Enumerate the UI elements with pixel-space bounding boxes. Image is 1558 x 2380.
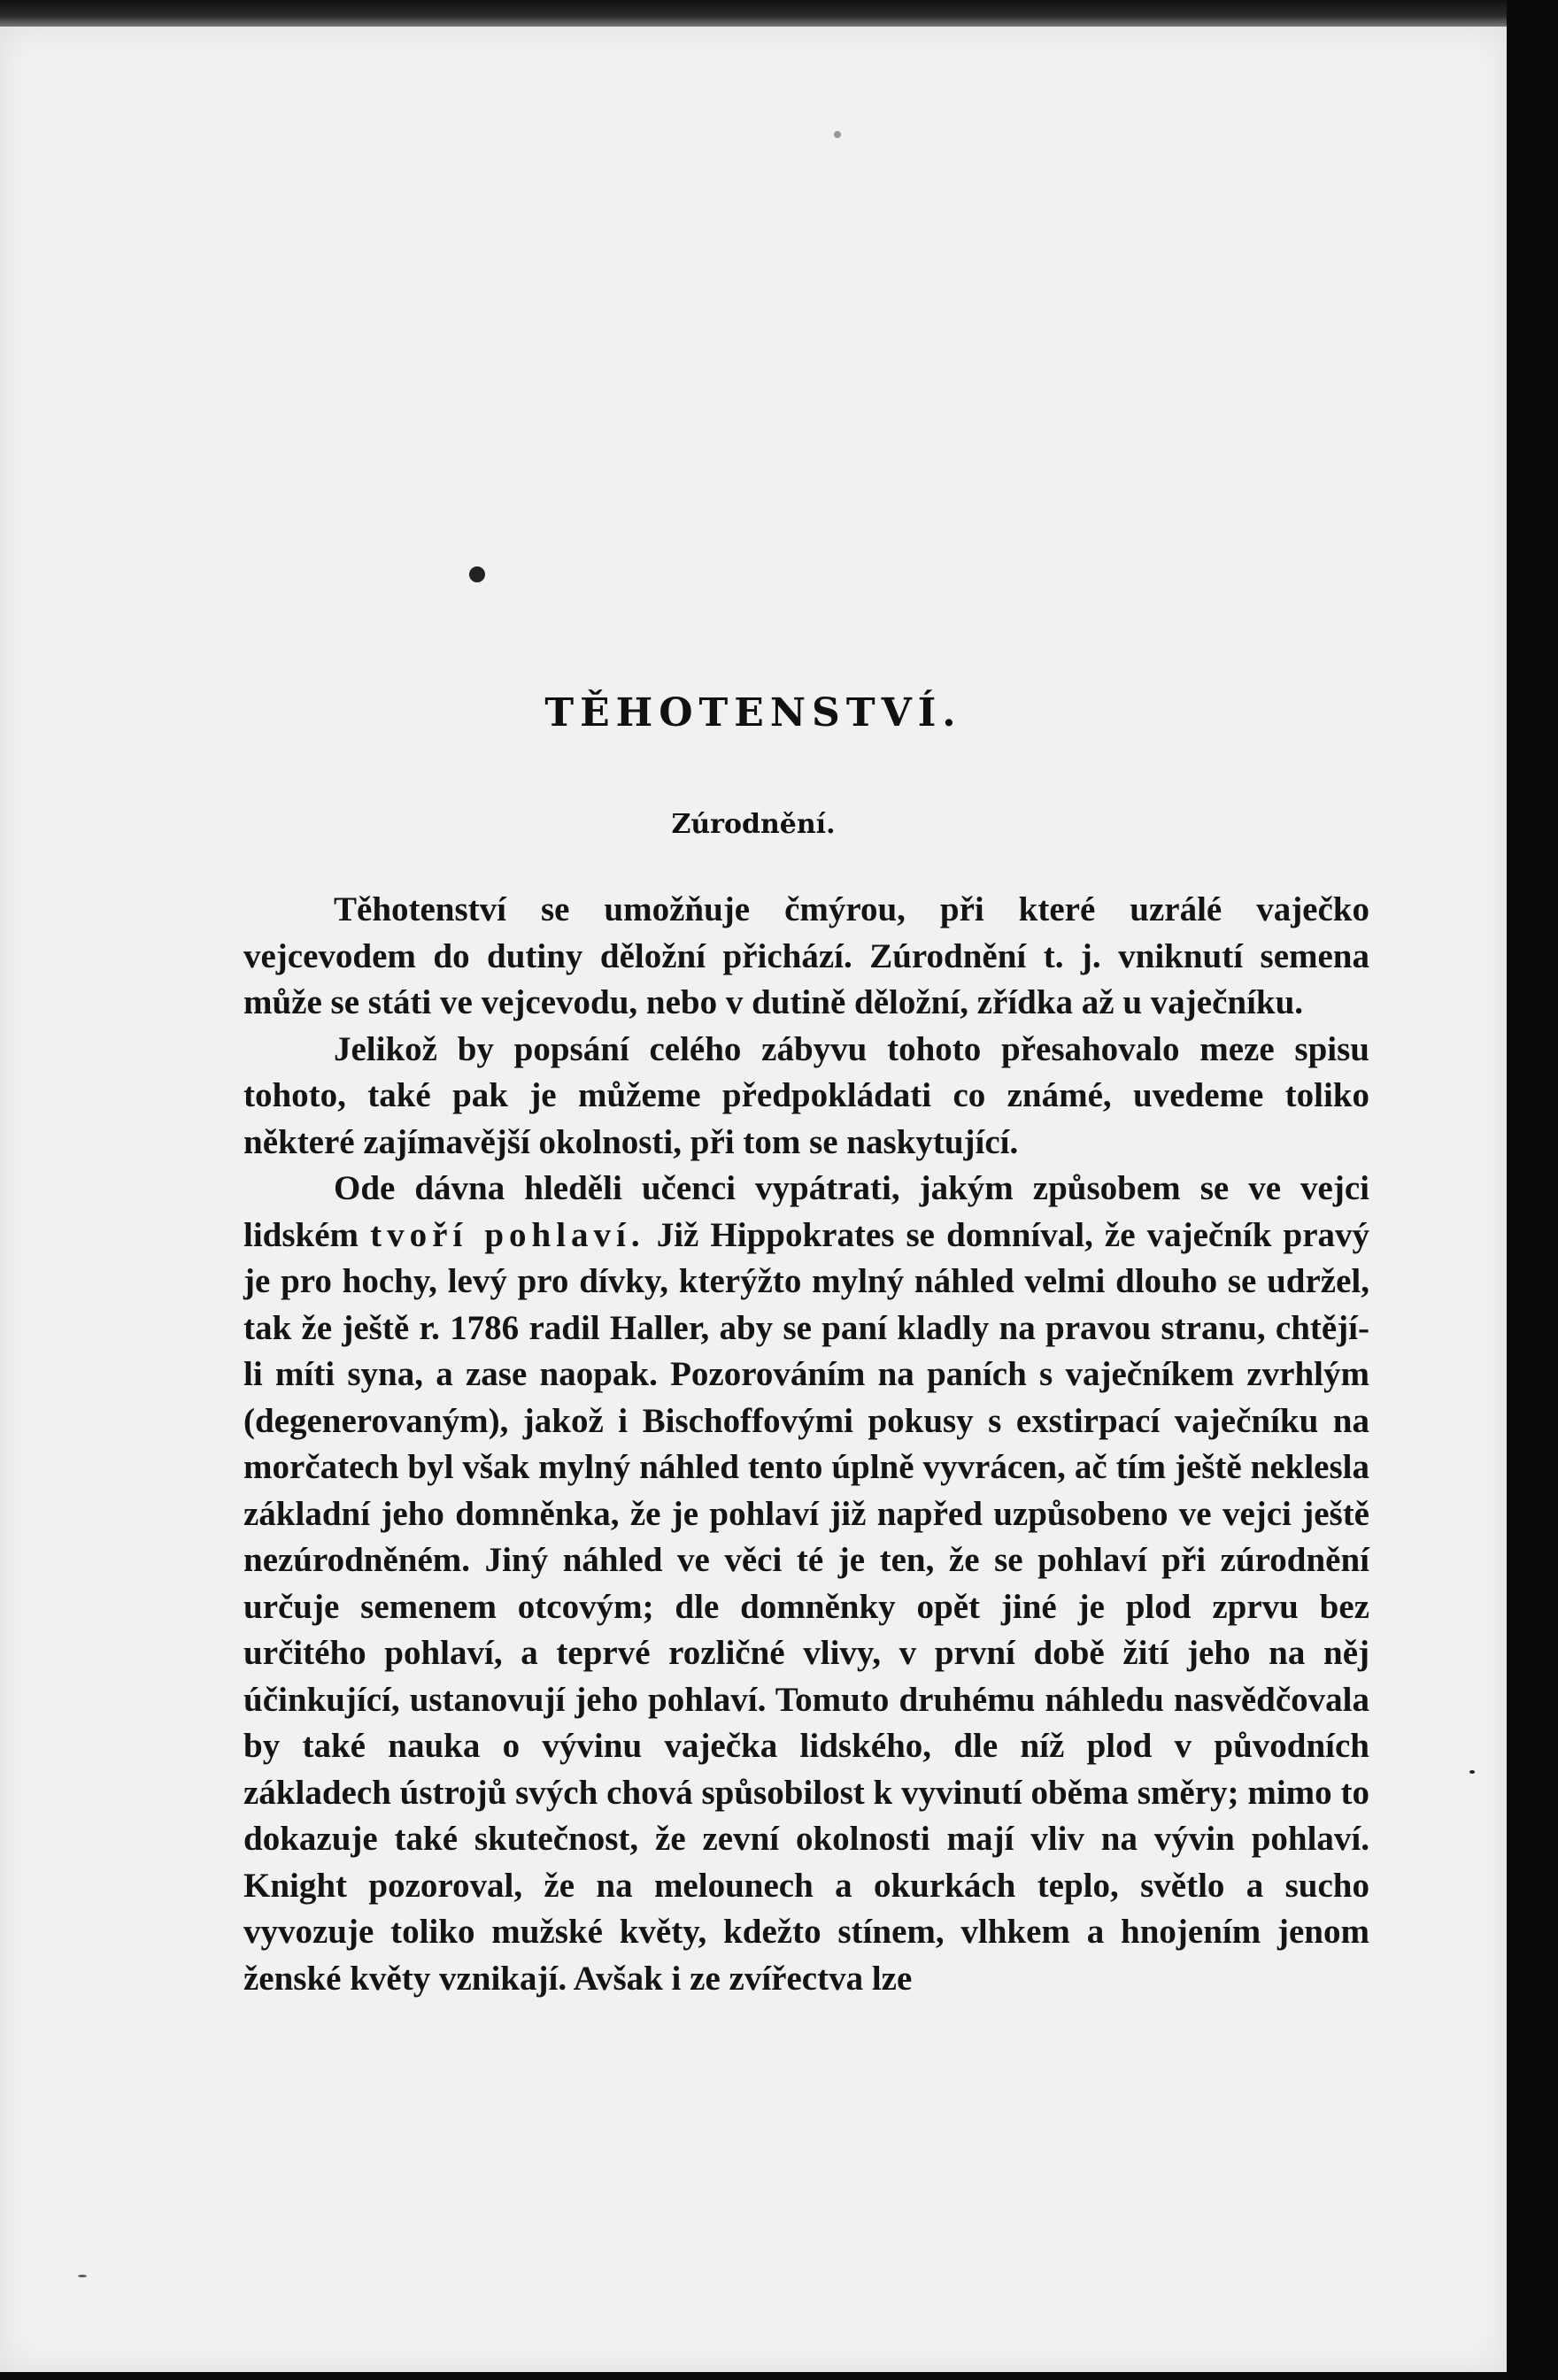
paragraph-3 [243,1166,1369,2002]
ink-speck [78,2275,87,2277]
page-title: TĚHOTENSTVÍ. [544,690,962,736]
paragraph-3-start: Ode dávna hleděli učenci vypátrati, jakým způsobem se ve vejci lidském [243,1169,1369,1254]
ink-speck [1469,1770,1475,1774]
scan-right-edge [1507,0,1558,2380]
paragraph-1: Těhotenství se umožňuje čmýrou, při které uzrálé vaječko vejcevodem do dutiny děložní přichází. Zúrodnění t. j. vniknutí semena může se státi ve vejcevodu, nebo v dutině děložní, zřídka až u vaječníku. [243,890,1369,1021]
section-heading: Zúrodnění. [671,809,836,840]
emphasized-phrase: tvoří pohlaví. [370,1215,645,1254]
ink-speck [469,566,485,582]
book-page [0,27,1507,2372]
paragraph-3-rest: Již Hippokrates se domníval, že vaječník pravý je pro hochy, levý pro dívky, kterýžto mylný náhled velmi dlouho se udržel, tak že ještě r. 1786 radil Haller, aby se paní kladly na pravou stranu, chtějí-li míti syna, a zase naopak. Pozorováním na paních s vaječníkem zvrhlým (degenerovaným), jakož i Bischoffovými pokusy s exstirpací vaječníku na morčatech byl však mylný náhled tento úplně vyvrácen, ač tím ještě neklesla základní jeho domněnka, že je pohlaví již napřed uzpůsobeno ve vejci ještě nezúrodněném. Jiný náhled ve věci té je ten, že se pohlaví při zúrodnění určuje semenem otcovým; dle domněnky opět jiné je plod zprvu bez určitého pohlaví, a teprvé rozličné vlivy, v první době žití jeho na něj účinkující, ustanovují jeho pohlaví. Tomuto druhému náhledu nasvědčovala by také nauka o vývinu vaječka lidského, dle níž plod v původních základech ústrojů svých chová spůsobilost k vyvinutí oběma směry; mimo to dokazuje také skutečnost, že zevní okolnosti mají vliv na vývin pohlaví. Knight pozoroval, že na melounech a okurkách teplo, světlo a sucho vyvozuje toliko mužské květy, kdežto stínem, vlhkem a hnojením jenom ženské květy vznikají. Avšak i ze zvířectva lze [243,1215,1370,1998]
body-text [243,887,1369,2002]
ink-speck [834,131,841,138]
scan-top-edge [0,0,1558,27]
paragraph-2: Jelikož by popsání celého zábyvu tohoto přesahovalo meze spisu tohoto, také pak je můžeme předpokládati co známé, uvedeme toliko některé zajímavější okolnosti, při tom se naskytující. [243,1029,1369,1161]
